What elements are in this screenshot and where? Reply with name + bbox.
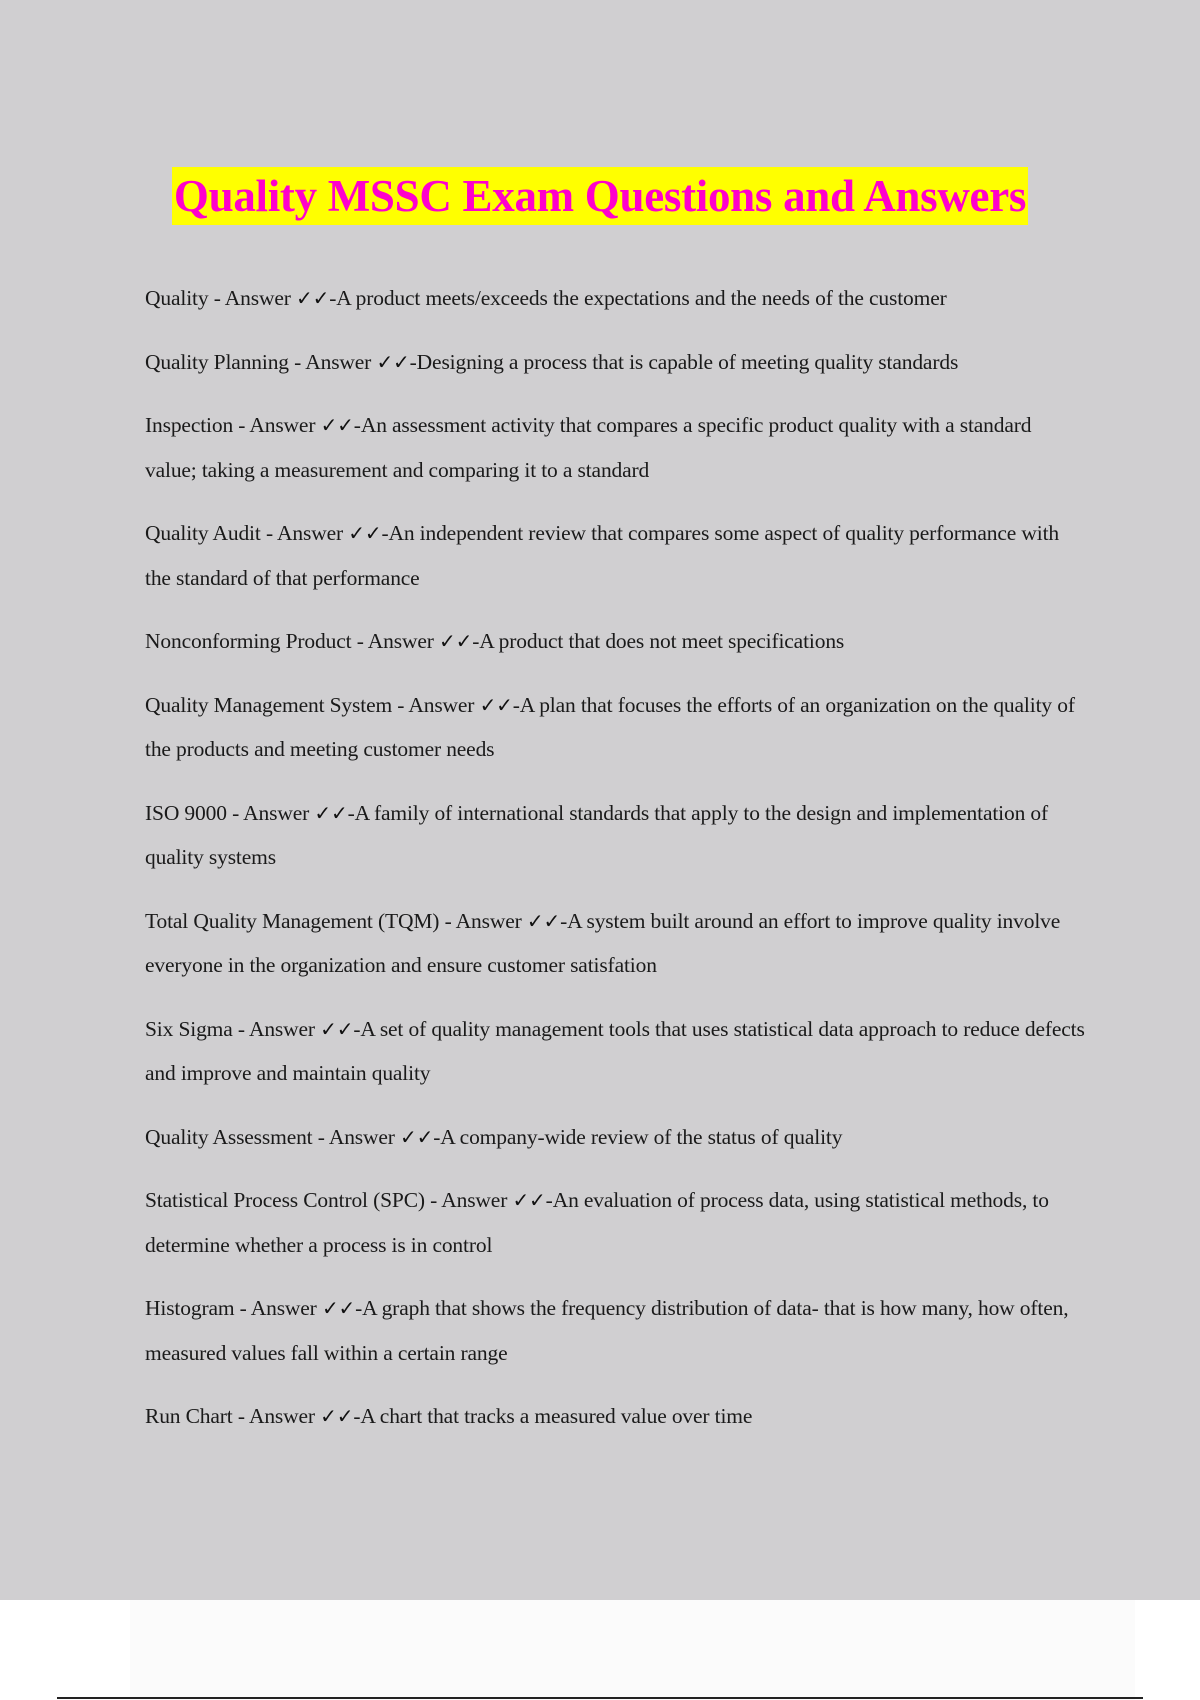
double-check-icon: ✓✓ xyxy=(479,692,513,717)
entry-definition: An evaluation of process data, using statistical methods, to determine whether a process is in control xyxy=(145,1188,1049,1257)
entry-definition: A set of quality management tools that uses statistical data approach to reduce defects and improve and maintain quality xyxy=(145,1016,1085,1085)
qa-entry xyxy=(145,899,1087,988)
entry-term: Run Chart xyxy=(145,1404,233,1428)
qa-entry xyxy=(145,1286,1087,1375)
qa-entry xyxy=(145,1007,1087,1096)
separator-dash: - xyxy=(265,521,277,545)
entry-term: Six Sigma xyxy=(145,1016,233,1041)
entry-term: Nonconforming Product xyxy=(145,629,352,653)
qa-entry xyxy=(145,791,1087,880)
entry-definition: A product that does not meet specifications xyxy=(479,629,845,653)
entry-answer-label: Answer xyxy=(243,800,310,825)
entry-answer-label: Answer xyxy=(305,349,372,374)
page-title: Quality MSSC Exam Questions and Answers xyxy=(172,167,1028,225)
separator-dash: - xyxy=(355,1296,363,1320)
entry-answer-label: Answer xyxy=(367,629,434,653)
entry-term: Quality Audit xyxy=(145,521,261,545)
entry-definition: A chart that tracks a measured value over time xyxy=(360,1404,753,1428)
entry-definition: A product meets/exceeds the expectations and the needs of the customer xyxy=(336,286,947,310)
double-check-icon: ✓✓ xyxy=(321,1296,356,1320)
separator-dash: - xyxy=(237,1404,249,1428)
title-container xyxy=(0,167,1200,225)
double-check-icon: ✓✓ xyxy=(348,521,382,545)
separator-dash: - xyxy=(433,1124,441,1149)
double-check-icon: ✓✓ xyxy=(512,1188,546,1212)
separator-dash: - xyxy=(472,629,480,653)
separator-dash: - xyxy=(239,1296,251,1320)
double-check-icon: ✓✓ xyxy=(438,629,473,653)
qa-entry xyxy=(145,683,1087,772)
entry-definition: A company-wide review of the status of quality xyxy=(440,1124,843,1149)
page-bottom-area xyxy=(0,1600,1200,1700)
qa-entry xyxy=(145,276,1087,321)
separator-dash: - xyxy=(237,1016,249,1041)
entry-definition: A family of international standards that apply to the design and implementation of quality systems xyxy=(145,800,1049,869)
separator-dash: - xyxy=(317,1124,329,1149)
separator-dash: - xyxy=(381,521,389,545)
qa-entry xyxy=(145,1115,1087,1160)
entry-answer-label: Answer xyxy=(408,692,475,717)
entry-definition: A system built around an effort to improve quality involve everyone in the organization and ensure customer satisfation xyxy=(145,908,1061,977)
entry-definition: Designing a process that is capable of meeting quality standards xyxy=(416,349,959,374)
separator-dash: - xyxy=(329,286,337,310)
double-check-icon: ✓✓ xyxy=(314,800,348,825)
entry-answer-label: Answer xyxy=(248,1404,315,1428)
double-check-icon: ✓✓ xyxy=(526,908,561,933)
separator-dash: - xyxy=(238,413,250,437)
double-check-icon: ✓✓ xyxy=(320,413,354,437)
separator-dash: - xyxy=(347,800,355,825)
separator-dash: - xyxy=(512,692,520,717)
entry-answer-label: Answer xyxy=(249,413,316,437)
entry-term: ISO 9000 xyxy=(145,800,227,825)
entry-term: Histogram xyxy=(145,1296,235,1320)
qa-entry xyxy=(145,340,1087,385)
entry-answer-label: Answer xyxy=(441,1188,508,1212)
entry-term: Quality Planning xyxy=(145,349,289,374)
separator-dash: - xyxy=(353,1016,361,1041)
bottom-divider xyxy=(57,1697,1143,1699)
entry-definition: A plan that focuses the efforts of an organization on the quality of the products and meeting customer needs xyxy=(145,692,1075,761)
double-check-icon: ✓✓ xyxy=(376,349,410,374)
entry-term: Inspection xyxy=(145,413,234,437)
qa-entry xyxy=(145,1394,1087,1439)
double-check-icon: ✓✓ xyxy=(320,1404,354,1428)
separator-dash: - xyxy=(213,286,225,310)
entry-term: Quality Assessment xyxy=(145,1124,313,1149)
separator-dash: - xyxy=(444,908,456,933)
qa-entry xyxy=(145,1178,1087,1267)
entry-answer-label: Answer xyxy=(250,1296,317,1320)
separator-dash: - xyxy=(430,1188,442,1212)
entry-answer-label: Answer xyxy=(224,286,291,310)
separator-dash: - xyxy=(232,800,244,825)
entry-term: Quality xyxy=(145,286,209,310)
qa-entry xyxy=(145,403,1087,492)
qa-entry xyxy=(145,619,1087,664)
entry-answer-label: Answer xyxy=(248,1016,315,1041)
entry-definition: A graph that shows the frequency distribution of data- that is how many, how often, measured values fall within a certain range xyxy=(145,1296,1069,1365)
separator-dash: - xyxy=(353,1404,361,1428)
entry-answer-label: Answer xyxy=(455,908,522,933)
qa-list xyxy=(145,276,1087,1458)
double-check-icon: ✓✓ xyxy=(320,1016,354,1041)
qa-entry xyxy=(145,511,1087,600)
entry-answer-label: Answer xyxy=(277,521,343,545)
entry-term: Total Quality Management (TQM) xyxy=(145,908,440,933)
entry-definition: An independent review that compares some aspect of quality performance with the standard of that performance xyxy=(145,521,1059,590)
page-bottom-panel xyxy=(130,1600,1135,1700)
separator-dash: - xyxy=(397,692,409,717)
separator-dash: - xyxy=(353,413,361,437)
separator-dash: - xyxy=(560,908,568,933)
entry-term: Statistical Process Control (SPC) xyxy=(145,1188,425,1212)
entry-definition: An assessment activity that compares a specific product quality with a standard value; taking a measurement and comparing it to a standard xyxy=(145,413,1032,482)
double-check-icon: ✓✓ xyxy=(295,286,330,310)
separator-dash: - xyxy=(409,349,417,374)
separator-dash: - xyxy=(294,349,306,374)
double-check-icon: ✓✓ xyxy=(400,1124,434,1149)
separator-dash: - xyxy=(356,629,368,653)
entry-answer-label: Answer xyxy=(328,1124,395,1149)
separator-dash: - xyxy=(545,1188,553,1212)
entry-term: Quality Management System xyxy=(145,692,393,717)
